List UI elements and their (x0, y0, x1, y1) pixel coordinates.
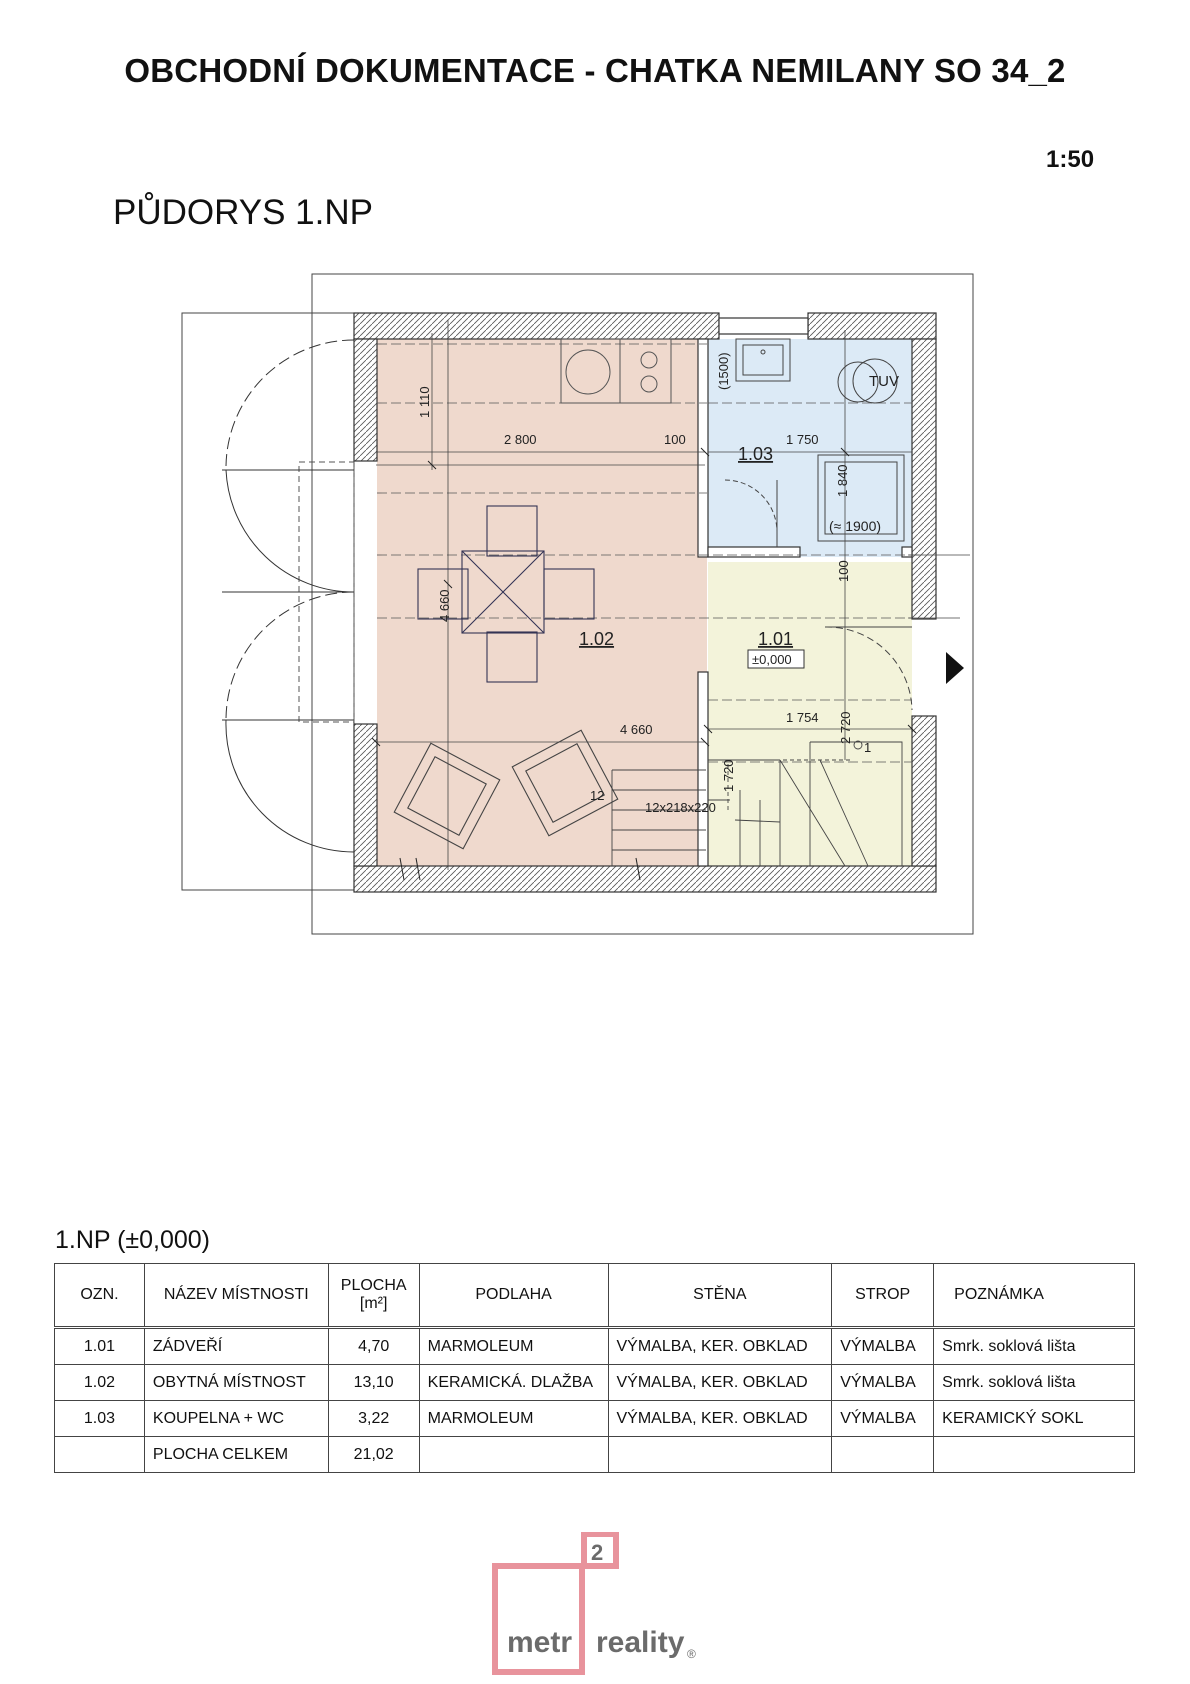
dim-2720: 2 720 (838, 711, 853, 744)
cell-floor: MARMOLEUM (419, 1401, 608, 1437)
room-1-01-level: ±0,000 (752, 652, 792, 667)
stairs-start: 1 (864, 740, 872, 755)
cell-ceiling: VÝMALBA (832, 1401, 934, 1437)
cell-name: ZÁDVEŘÍ (144, 1328, 328, 1365)
table-row (55, 1328, 1135, 1365)
logo-registered: ® (687, 1647, 696, 1661)
total-label: PLOCHA CELKEM (144, 1437, 328, 1473)
cell-name: OBYTNÁ MÍSTNOST (144, 1365, 328, 1401)
header-note: POZNÁMKA (934, 1264, 1135, 1328)
entrance-arrow-icon (946, 652, 964, 684)
logo-badge: 2 (591, 1540, 604, 1565)
cell-ceiling: VÝMALBA (832, 1328, 934, 1365)
room-1-01-label: 1.01 (758, 629, 794, 649)
deck-outline (182, 313, 354, 890)
document-title: OBCHODNÍ DOKUMENTACE - CHATKA NEMILANY SO 34_2 (124, 52, 1066, 89)
cell-code: 1.01 (55, 1328, 145, 1365)
stairs-count: 12 (590, 788, 605, 803)
table-row (55, 1401, 1135, 1437)
dim-1840: 1 840 (835, 464, 850, 497)
entry-door-swing (222, 340, 354, 852)
cell-floor: MARMOLEUM (419, 1328, 608, 1365)
table-row (55, 1365, 1135, 1401)
table-header-row (55, 1264, 1135, 1328)
logo-text-left: metr (507, 1626, 573, 1659)
cell-wall: VÝMALBA, KER. OBKLAD (608, 1365, 832, 1401)
cell-ceiling: VÝMALBA (832, 1365, 934, 1401)
room-1-03-label: 1.03 (738, 444, 774, 464)
header-code: OZN. (55, 1264, 145, 1328)
cell-empty (55, 1437, 145, 1473)
scale-label: 1:50 (1046, 146, 1095, 173)
cell-area: 13,10 (328, 1365, 419, 1401)
water-heater-label: TUV (869, 373, 899, 390)
shower-size-label: (≈ 1900) (829, 518, 882, 534)
cell-area: 3,22 (328, 1401, 419, 1437)
header-floor: PODLAHA (419, 1264, 608, 1328)
plan-title: PŮDORYS 1.NP (113, 193, 373, 232)
cell-note: Smrk. soklová lišta (934, 1328, 1135, 1365)
metr-reality-logo (490, 1532, 710, 1677)
cell-name: KOUPELNA + WC (144, 1401, 328, 1437)
dim-1750: 1 750 (786, 432, 819, 447)
stairs-spec: 12x218x220 (645, 800, 716, 815)
header-name: NÁZEV MÍSTNOSTI (144, 1264, 328, 1328)
dim-2800: 2 800 (504, 432, 537, 447)
cell-empty (419, 1437, 608, 1473)
dim-4660-horizontal: 4 660 (620, 722, 653, 737)
header-area: PLOCHA [m²] (328, 1264, 419, 1328)
cell-area: 4,70 (328, 1328, 419, 1365)
header-wall: STĚNA (608, 1264, 832, 1328)
dim-1500: (1500) (716, 352, 731, 390)
dim-100-top: 100 (664, 432, 686, 447)
cell-note: KERAMICKÝ SOKL (934, 1401, 1135, 1437)
cell-wall: VÝMALBA, KER. OBKLAD (608, 1401, 832, 1437)
total-area: 21,02 (328, 1437, 419, 1473)
table-total-row (55, 1437, 1135, 1473)
cell-note: Smrk. soklová lišta (934, 1365, 1135, 1401)
cell-code: 1.02 (55, 1365, 145, 1401)
cell-empty (608, 1437, 832, 1473)
schedule-title: 1.NP (±0,000) (55, 1226, 211, 1254)
dim-4660-vertical: 4 660 (437, 589, 452, 622)
header-ceiling: STROP (832, 1264, 934, 1328)
cell-wall: VÝMALBA, KER. OBKLAD (608, 1328, 832, 1365)
dim-1754: 1 754 (786, 710, 819, 725)
room-schedule-table (54, 1263, 1135, 1473)
dim-1720: 1 720 (721, 759, 736, 792)
cell-empty (934, 1437, 1135, 1473)
cell-code: 1.03 (55, 1401, 145, 1437)
dim-1110: 1 110 (417, 386, 432, 418)
dim-100-vertical: 100 (836, 560, 851, 582)
cell-floor: KERAMICKÁ. DLAŽBA (419, 1365, 608, 1401)
room-1-02-label: 1.02 (579, 629, 615, 649)
cell-empty (832, 1437, 934, 1473)
logo-text-right: reality (596, 1626, 685, 1659)
